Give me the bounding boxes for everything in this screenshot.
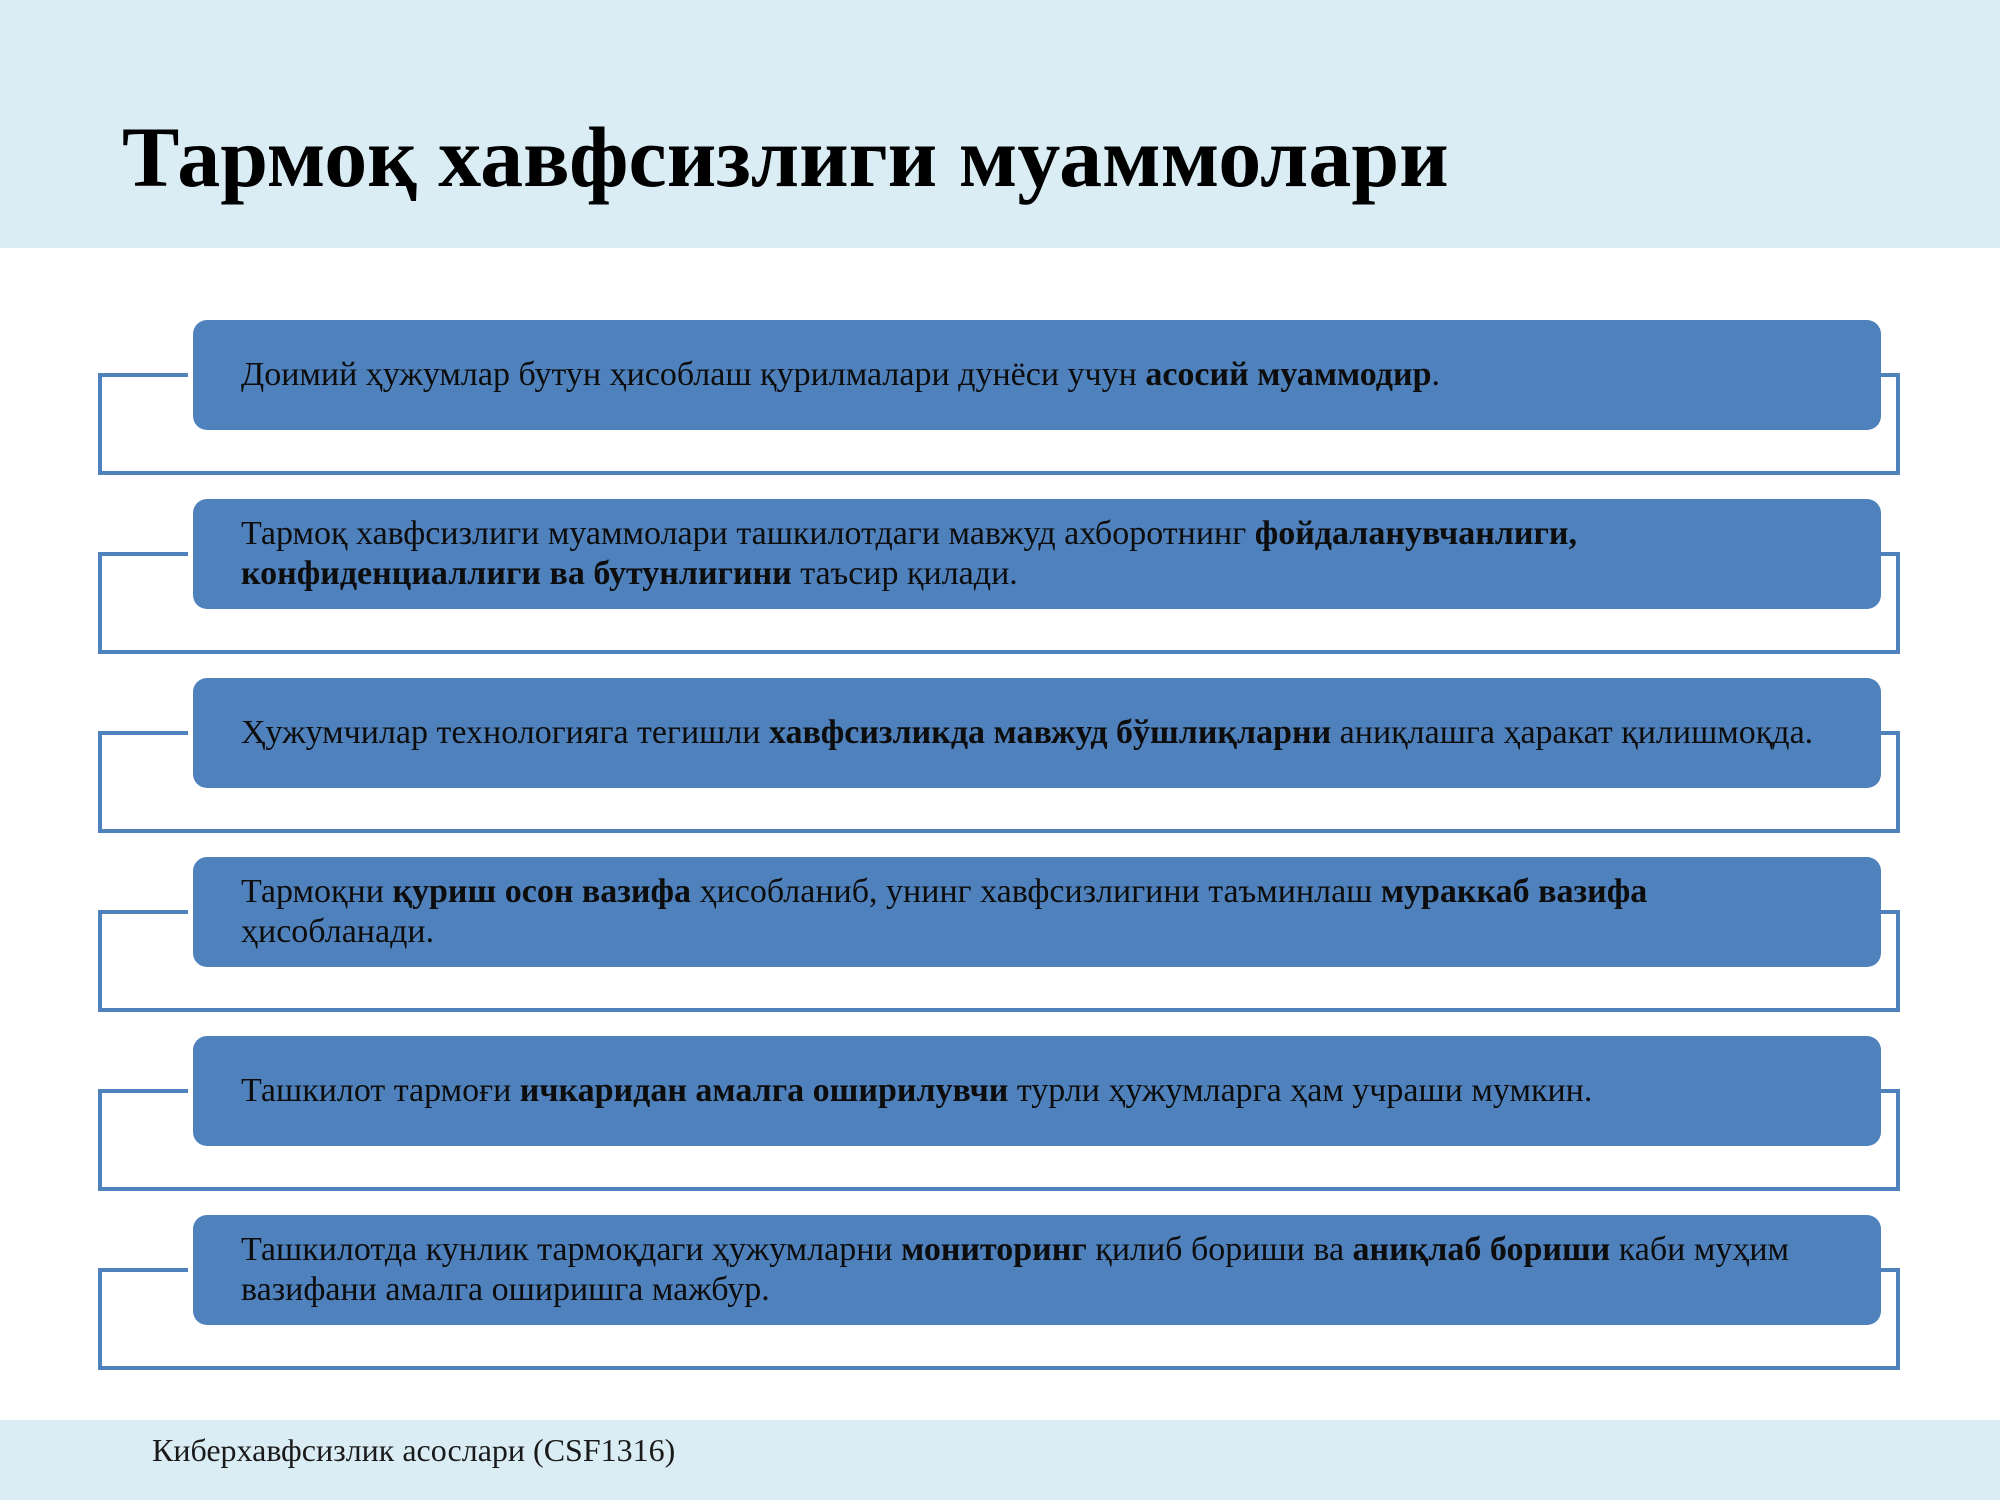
issue-item-text (241, 514, 1833, 594)
body-text: қилиб бориши ва (1086, 1231, 1353, 1268)
emphasis-text: мураккаб вазифа (1380, 873, 1648, 910)
bracket-tick-left (98, 910, 188, 914)
body-text: аниқлашга ҳаракат қилишмоқда. (1331, 714, 1814, 751)
bracket-tick-left (98, 731, 188, 735)
body-text: таъсир қилади. (791, 555, 1018, 592)
issue-item-text (241, 1071, 1592, 1111)
body-text: ҳисобланади. (241, 913, 435, 950)
emphasis-text: асосий муаммодир (1145, 356, 1432, 393)
footer-course-label: Киберхавфсизлик асослари (CSF1316) (152, 1432, 676, 1468)
emphasis-text: ичкаридан амалга оширилувчи (519, 1072, 1009, 1109)
bracket-tick-right (1878, 552, 1900, 556)
body-text: Тармоқни (241, 873, 393, 910)
body-text: Доимий ҳужумлар бутун ҳисоблаш қурилмалари дунёси учун (241, 356, 1146, 393)
emphasis-text: мониторинг (901, 1231, 1087, 1268)
body-text: Ҳужумчилар технологияга тегишли (241, 714, 769, 751)
body-text: Ташкилот тармоғи (241, 1072, 520, 1109)
bracket-tick-right (1878, 1268, 1900, 1272)
issue-item (193, 499, 1881, 609)
body-text: Тармоқ хавфсизлиги муаммолари ташкилотдаги мавжуд ахборотнинг (241, 515, 1255, 552)
issue-item-text (241, 872, 1833, 952)
issue-item (193, 1215, 1881, 1325)
emphasis-text: хавфсизликда мавжуд бўшлиқларни (768, 714, 1332, 751)
issue-item-text (241, 713, 1813, 753)
emphasis-text: аниқлаб бориши (1352, 1231, 1611, 1268)
body-text: . (1431, 356, 1440, 393)
bracket-tick-left (98, 1268, 188, 1272)
slide-title: Тармоқ хавфсизлиги муаммолари (122, 109, 1449, 205)
issue-item (193, 857, 1881, 967)
body-text: турли ҳужумларга ҳам учраши мумкин. (1008, 1072, 1593, 1109)
bracket-tick-right (1878, 373, 1900, 377)
body-text: Ташкилотда кунлик тармоқдаги ҳужумларни (241, 1231, 902, 1268)
issue-item (193, 1036, 1881, 1146)
issue-item-text (241, 1230, 1833, 1310)
issue-item (193, 678, 1881, 788)
bracket-tick-right (1878, 731, 1900, 735)
bracket-tick-right (1878, 1089, 1900, 1093)
bracket-tick-left (98, 552, 188, 556)
bracket-tick-left (98, 373, 188, 377)
emphasis-text: фойдаланувчанлиги, конфиденциаллиги ва бутунлигини (241, 515, 1577, 592)
body-text: ҳисобланиб, унинг хавфсизлигини таъминлаш (691, 873, 1381, 910)
issue-item-text (241, 355, 1440, 395)
issue-item (193, 320, 1881, 430)
bracket-tick-right (1878, 910, 1900, 914)
emphasis-text: қуриш осон вазифа (392, 873, 692, 910)
bracket-tick-left (98, 1089, 188, 1093)
body-text: каби муҳим вазифани амалга оширишга мажбур. (241, 1231, 1790, 1308)
